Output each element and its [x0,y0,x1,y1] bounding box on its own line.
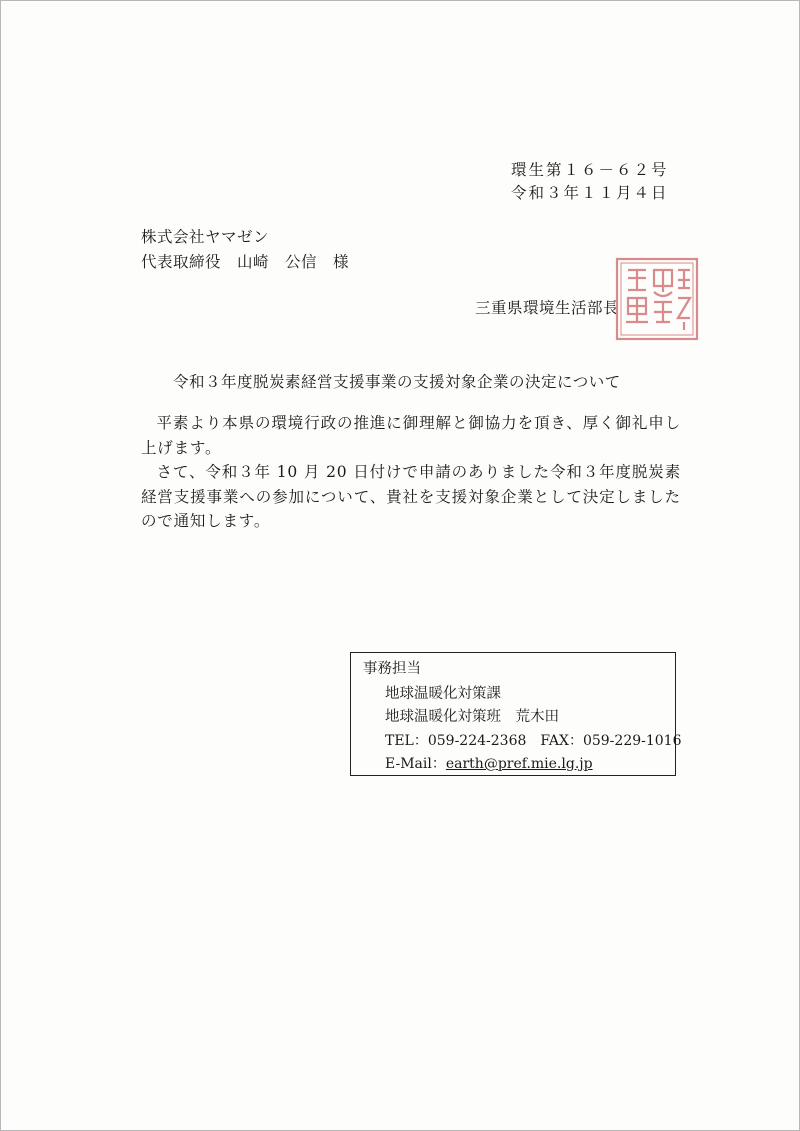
contact-tel-fax: TEL：059-224-2368 FAX：059-229-1016 [385,733,682,749]
contact-box [350,652,682,776]
recipient-company: 株式会社ヤマゼン [141,228,270,246]
contact-division: 地球温暖化対策課 [385,686,501,702]
official-seal-icon [614,256,700,342]
contact-title: 事務担当 [363,661,421,677]
letter-subject: 令和３年度脱炭素経営支援事業の支援対象企業の決定について [173,373,621,391]
sender-title: 三重県環境生活部長 [475,299,620,317]
document-number: 環生第１６－６２号 [511,161,669,179]
contact-email-row [385,753,593,773]
email-link[interactable]: earth@pref.mie.lg.jp [445,756,593,772]
recipient-representative: 代表取締役 山崎 公信 様 [141,253,350,271]
body-paragraph: 平素より本県の環境行政の推進に御理解と御協力を頂き、厚く御礼申し上げます。 [141,414,681,457]
letter-body [141,411,681,534]
email-label: E-Mail： [385,756,446,772]
document-date: 令和３年１１月４日 [511,184,669,202]
body-paragraph: さて、令和３年 10 月 20 日付けで申請のありました令和３年度脱炭素経営支援事業への参加について、貴社を支援対象企業として決定しましたので通知します。 [141,463,681,530]
contact-team: 地球温暖化対策班 荒木田 [385,709,559,725]
